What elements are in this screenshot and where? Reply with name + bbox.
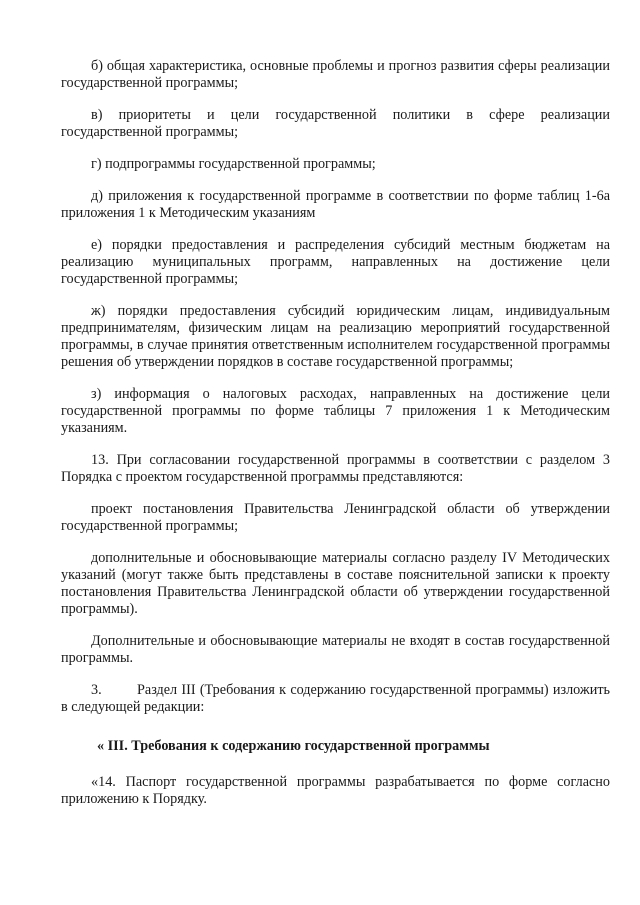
paragraph-z: з) информация о налоговых расходах, направленных на достижение цели государственной программы по форме таблицы 7 приложения 1 к Методическим указаниям.: [61, 386, 610, 436]
paragraph-zh: ж) порядки предоставления субсидий юридическим лицам, индивидуальным предпринимателям, физическим лицам на реализацию мероприятий государственной программы, в случае принятия ответственным исполнителем государственной программы решения об утверждении порядков в составе государственной программы;: [61, 303, 610, 370]
paragraph-v: в) приоритеты и цели государственной политики в сфере реализации государственной программы;: [61, 107, 610, 140]
item-3-paragraph: [61, 682, 610, 716]
paragraph-14: «14. Паспорт государственной программы разрабатывается по форме согласно приложению к Порядку.: [61, 774, 610, 807]
paragraph-g: г) подпрограммы государственной программы;: [91, 156, 376, 172]
paragraph-d: д) приложения к государственной программе в соответствии по форме таблиц 1-6а приложения 1 к Методическим указаниям: [61, 188, 610, 221]
paragraph-additional-materials: дополнительные и обосновывающие материалы согласно разделу IV Методических указаний (могут также быть представлены в составе пояснительной записки к проекту постановления Правительства Ленинградской области об утверждении государственной программы).: [61, 550, 610, 617]
item-3-text: Раздел III (Требования к содержанию государственной программы) изложить в следующей редакции:: [61, 682, 610, 715]
paragraph-13: 13. При согласовании государственной программы в соответствии с разделом 3 Порядка с проектом государственной программы представляются:: [61, 452, 610, 485]
document-page: [61, 58, 610, 823]
section-heading: « III. Требования к содержанию государственной программы: [97, 738, 490, 754]
paragraph-b: б) общая характеристика, основные проблемы и прогноз развития сферы реализации государственной программы;: [61, 58, 610, 91]
paragraph-not-included: Дополнительные и обосновывающие материалы не входят в состав государственной программы.: [61, 633, 610, 666]
paragraph-project-resolution: проект постановления Правительства Ленинградской области об утверждении государственной программы;: [61, 501, 610, 534]
paragraph-e: е) порядки предоставления и распределения субсидий местным бюджетам на реализацию муниципальных программ, направленных на достижение цели государственной программы;: [61, 237, 610, 287]
item-3-number: 3.: [91, 682, 102, 698]
